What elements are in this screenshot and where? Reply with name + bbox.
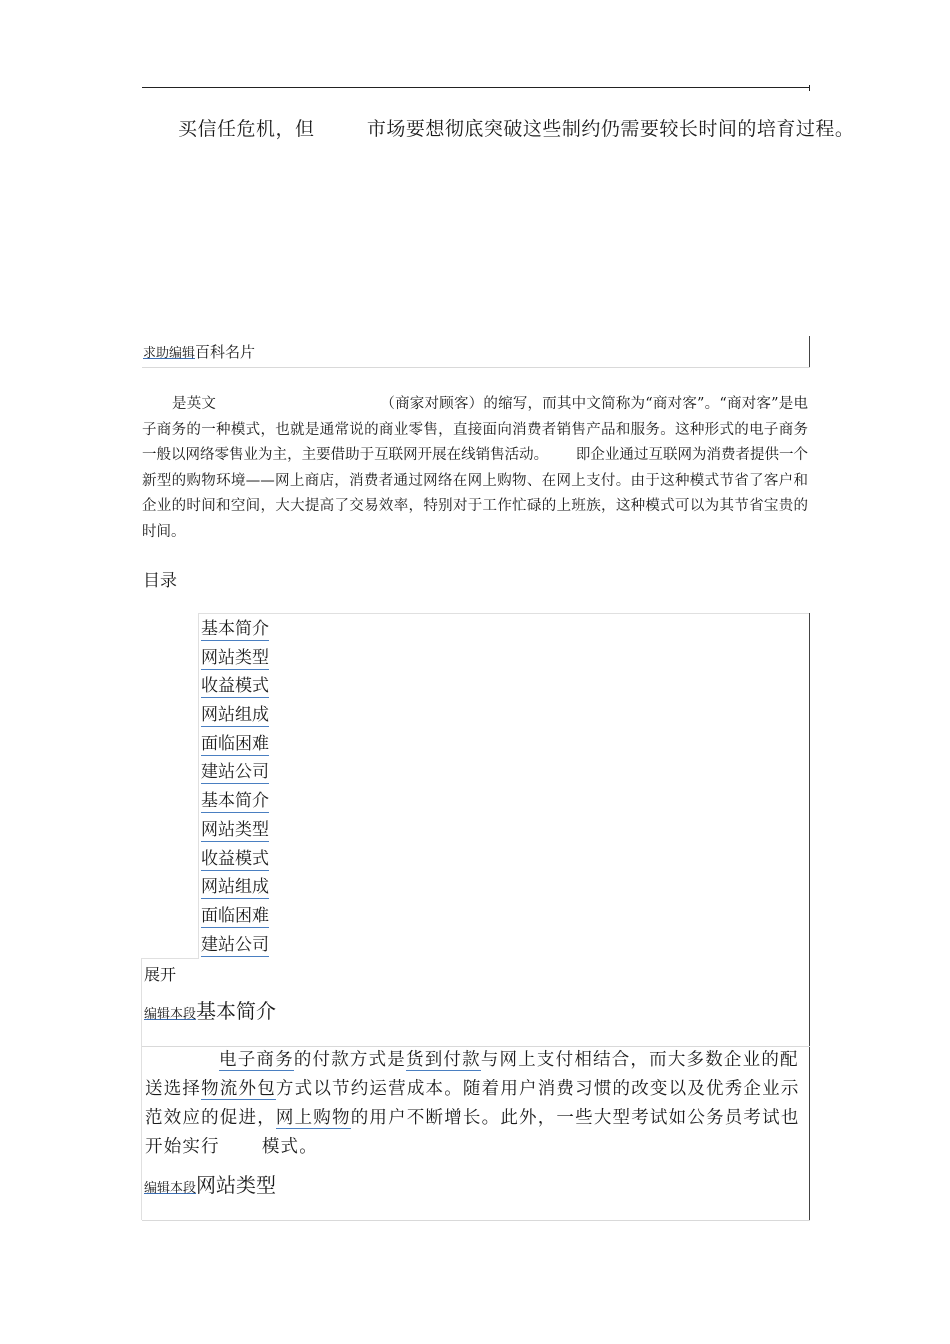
content-right-border (809, 613, 810, 1220)
toc-item[interactable] (201, 674, 269, 703)
toc-item-link[interactable]: 面临困难 (201, 733, 269, 754)
section-paragraph (145, 1046, 805, 1162)
toc-item-link[interactable]: 面临困难 (201, 905, 269, 926)
toc-item-link[interactable]: 建站公司 (201, 762, 269, 783)
toc-item-link[interactable]: 收益模式 (201, 676, 269, 697)
toc-item[interactable] (201, 904, 269, 933)
link-ecommerce[interactable]: 电子商务 (219, 1050, 294, 1070)
section-header-types (144, 1169, 276, 1198)
intro-fragment-b: 市场要想彻底突破这些制约仍需要较长时间的培育过程。 (366, 118, 855, 140)
toc-item-link[interactable]: 网站组成 (201, 705, 269, 726)
toc-item-link[interactable]: 基本简介 (201, 791, 269, 812)
toc-expand-link[interactable]: 展开 (144, 965, 177, 984)
content-border-left (141, 958, 142, 1220)
toc-item[interactable] (201, 646, 269, 675)
link-logistics-outsourcing[interactable]: 物流外包 (201, 1079, 276, 1099)
paragraph-text: 模式。 (261, 1137, 318, 1157)
toc-item-link[interactable]: 网站类型 (201, 819, 269, 840)
content-border-top-left (141, 958, 199, 959)
toc-item[interactable] (201, 703, 269, 732)
link-online-shopping[interactable]: 网上购物 (275, 1108, 351, 1128)
card-right-border (809, 336, 810, 368)
paragraph-text: 方式以节约运营成本。随着用户消费习惯的改变以及优秀企业示范效应的促进， (145, 1079, 800, 1128)
toc-item-link[interactable]: 收益模式 (201, 848, 269, 869)
section-header-basic (144, 995, 276, 1024)
card-divider (142, 367, 810, 368)
toc-item[interactable] (201, 732, 269, 761)
toc-item[interactable] (201, 847, 269, 876)
section-heading: 基本简介 (196, 999, 277, 1023)
toc-item-link[interactable]: 建站公司 (201, 934, 269, 955)
intro-text-2: （商家对顾客）的缩写，而其中文简称为“商对客”。“商对客”是电子商务的一种模式，也就是通常说的商业零售，直接面向消费者销售产品和服务。这种形式的电子商务一般以网络零售业为主，主要借助于互联网开展在线销售活动。 (142, 396, 809, 463)
section-divider (142, 1220, 810, 1221)
intro-text-1: 是英文 (172, 396, 217, 412)
section-heading: 网站类型 (196, 1173, 277, 1197)
intro-paragraph (142, 392, 808, 545)
help-edit-link[interactable]: 求助编辑 (143, 346, 196, 361)
toc-border-left (198, 613, 199, 958)
toc-item[interactable] (201, 760, 269, 789)
toc-item-link[interactable]: 网站类型 (201, 647, 269, 668)
toc-item-link[interactable]: 网站组成 (201, 877, 269, 898)
card-header (143, 341, 255, 362)
toc-item[interactable] (201, 789, 269, 818)
intro-fragment-a: 买信任危机，但 (178, 118, 315, 140)
edit-section-link[interactable]: 编辑本段 (144, 1007, 197, 1022)
edit-section-link[interactable]: 编辑本段 (144, 1181, 197, 1196)
link-cod[interactable]: 货到付款 (406, 1050, 481, 1070)
toc-item[interactable] (201, 617, 269, 646)
paragraph-text: 的用户不断增长。此外，一些大型考试如公务员考试也开始实行 (145, 1108, 800, 1157)
toc-item[interactable] (201, 818, 269, 847)
toc-title: 目录 (143, 571, 177, 591)
toc-item-link[interactable]: 基本简介 (201, 619, 269, 639)
paragraph-text: 的付款方式是 (293, 1050, 407, 1070)
card-title: 百科名片 (195, 343, 256, 361)
intro-text-3: 即企业通过互联网为消费者提供一个新型的购物环境——网上商店，消费者通过网络在网上购物、在网上支付。由于这种模式节省了客户和企业的时间和空间，大大提高了交易效率，特别对于工作忙碌的上班族，这种模式可以为其节省宝贵的时间。 (142, 447, 809, 540)
toc-border-top (198, 613, 810, 614)
toc-item[interactable] (201, 933, 269, 962)
paragraph-text: 与网上支付相结合，而大多数企业的配送选择 (145, 1050, 799, 1099)
toc-item[interactable] (201, 875, 269, 904)
toc-list (201, 617, 269, 961)
header-rule-tick (809, 85, 810, 91)
header-rule (142, 87, 810, 88)
intro-fragment-line (178, 114, 854, 141)
